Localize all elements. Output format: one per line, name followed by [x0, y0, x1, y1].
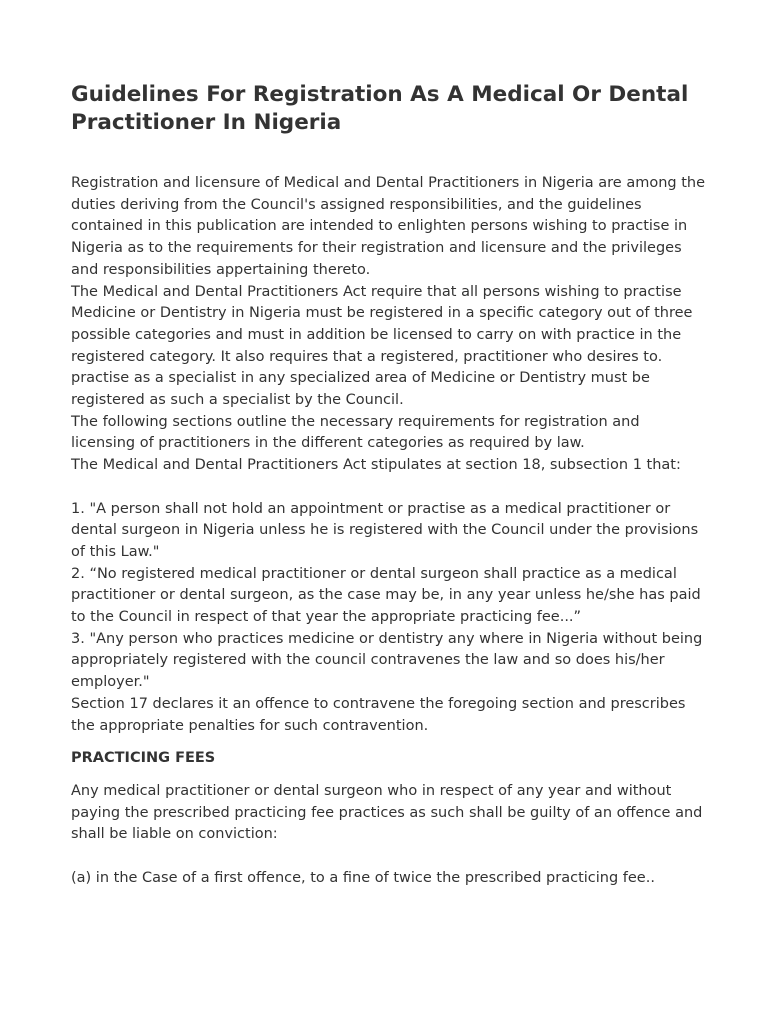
intro-paragraph: The following sections outline the necessary requirements for registration and licensing of practitioners in the different categories as required by law. [71, 413, 640, 452]
section-17-paragraph: Section 17 declares it an offence to contravene the foregoing section and prescribes the appropriate penalties for such contravention. [71, 695, 686, 734]
penalty-item: (a) in the Case of a first offence, to a fine of twice the prescribed practicing fee.. [71, 869, 655, 886]
document-body [71, 173, 706, 889]
numbered-item: 1. "A person shall not hold an appointment or practise as a medical practitioner or dental surgeon in Nigeria unless he is registered with the Council under the provisions of this Law." [71, 500, 699, 560]
fees-paragraph: Any medical practitioner or dental surgeon who in respect of any year and without paying the prescribed practicing fee practices as such shall be guilty of an offence and shall be liable on conviction: [71, 782, 703, 843]
page-title: Guidelines For Registration As A Medical Or Dental Practitioner In Nigeria [71, 82, 689, 135]
spacer [71, 846, 706, 868]
intro-paragraph: The Medical and Dental Practitioners Act require that all persons wishing to practise Medicine or Dentistry in Nigeria must be registered in a specific category out of three possible categories and must in addition be licensed to carry on with practice in the registered category. It also requires that a registered, practitioner who desires to. practise as a specialist in any specialized area of Medicine or Dentistry must be registered as such a specialist by the Council. [71, 283, 693, 409]
intro-paragraph: The Medical and Dental Practitioners Act stipulates at section 18, subsection 1 that: [71, 457, 681, 474]
spacer [71, 770, 706, 781]
numbered-item: 2. “No registered medical practitioner or dental surgeon shall practice as a medical practitioner or dental surgeon, as the case may be, in any year unless he/she has paid to the Council in respect of that year the appropriate practicing fee...” [71, 565, 701, 626]
numbered-item: 3. "Any person who practices medicine or dentistry any where in Nigeria without being appropriately registered with the council contravenes the law and so does his/her employer." [71, 630, 703, 691]
spacer [71, 737, 706, 748]
section-heading-fees: PRACTICING FEES [71, 750, 216, 767]
spacer [71, 477, 706, 499]
intro-paragraph: Registration and licensure of Medical and Dental Practitioners in Nigeria are among the duties deriving from the Council's assigned responsibilities, and the guidelines contained in this publication are intended to enlighten persons wishing to practise in Nigeria as to the requirements for their registration and licensure and the privileges and responsibilities appertaining thereto. [71, 175, 706, 278]
